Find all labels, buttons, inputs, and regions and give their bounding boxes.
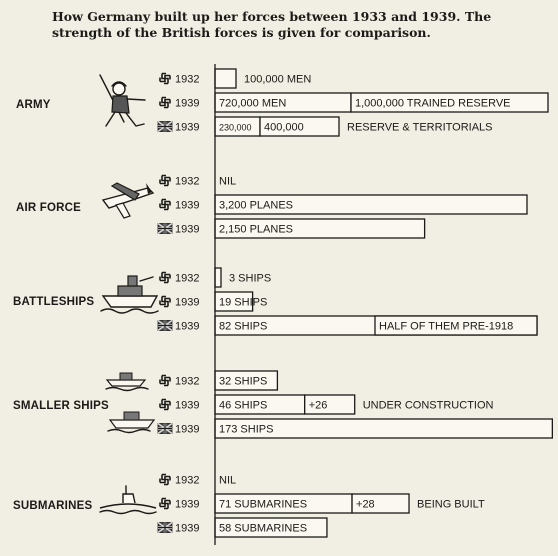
year-label: 1939	[175, 399, 200, 412]
swastika-icon	[160, 200, 170, 210]
bar-segment	[215, 69, 236, 88]
swastika-icon	[160, 273, 170, 283]
bar-label: 173 SHIPS	[219, 423, 274, 436]
battleship-icon	[101, 276, 158, 313]
bar-row	[160, 93, 548, 112]
bar-row	[160, 475, 236, 487]
year-label: 1939	[175, 223, 200, 236]
waves	[100, 511, 156, 514]
swastika-icon	[160, 475, 170, 485]
superstructure	[118, 286, 142, 296]
category-label: BATTLESHIPS	[13, 296, 95, 308]
union-jack-icon	[158, 224, 172, 234]
bar-annotation: HALF OF THEM PRE-1918	[379, 320, 514, 333]
group-army	[16, 69, 548, 136]
bar-note: 3 SHIPS	[229, 272, 272, 285]
group-battleships	[13, 268, 537, 335]
year-label: 1932	[175, 474, 200, 487]
category-label: SMALLER SHIPS	[13, 400, 109, 412]
bar-label: 3,200 PLANES	[219, 199, 293, 212]
swastika-icon	[160, 499, 170, 509]
bar-label: 1,000,000 TRAINED RESERVE	[355, 97, 511, 110]
bar-row	[158, 518, 327, 537]
bar-label: 32 SHIPS	[219, 375, 268, 388]
bar-label: 46 SHIPS	[219, 399, 268, 412]
year-label: 1932	[175, 272, 200, 285]
year-label: 1939	[175, 522, 200, 535]
bar-label: 720,000 MEN	[219, 97, 287, 110]
bar-label: 82 SHIPS	[219, 320, 268, 333]
bar-label: 2,150 PLANES	[219, 223, 293, 236]
swastika-icon	[160, 98, 170, 108]
chart-title: How Germany built up her forces between 1933 and 1939. The strength of the British forces is given for comparison.	[52, 9, 492, 40]
swastika-icon	[160, 176, 170, 186]
torso	[112, 96, 129, 113]
bar-row	[158, 419, 552, 438]
bar-row	[160, 395, 494, 414]
swastika-icon	[160, 400, 170, 410]
bar-row	[160, 69, 311, 88]
union-jack-icon	[158, 321, 172, 331]
bar-note: UNDER CONSTRUCTION	[362, 399, 494, 412]
bar-label: 58 SUBMARINES	[219, 522, 308, 535]
bar-row	[160, 371, 277, 390]
bar-row	[160, 292, 267, 311]
year-label: 1932	[175, 73, 200, 86]
swastika-icon	[160, 297, 170, 307]
bar-row	[160, 494, 485, 513]
union-jack-icon	[158, 122, 172, 132]
union-jack-icon	[158, 424, 172, 434]
soldier-icon	[100, 75, 145, 126]
category-label: ARMY	[16, 99, 51, 111]
bar-note: BEING BUILT	[417, 498, 485, 511]
bar-row	[160, 176, 236, 188]
conning-tower	[123, 494, 135, 503]
year-label: 1939	[175, 296, 200, 309]
bar-note: 100,000 MEN	[244, 73, 312, 86]
year-label: 1932	[175, 175, 200, 188]
swastika-icon	[160, 74, 170, 84]
group-air-force	[16, 176, 527, 239]
year-label: 1939	[175, 121, 200, 134]
bar-label: 400,000	[264, 121, 304, 134]
waves-1	[106, 388, 148, 391]
cabin-2	[124, 412, 139, 420]
bridge	[128, 276, 137, 286]
helmet	[113, 83, 125, 95]
cabin-1	[120, 373, 132, 380]
hull	[103, 296, 157, 307]
group-submarines	[13, 475, 485, 538]
hull	[100, 504, 156, 508]
year-label: 1932	[175, 375, 200, 388]
bar-row	[158, 117, 493, 136]
year-label: 1939	[175, 423, 200, 436]
category-label: SUBMARINES	[13, 500, 93, 512]
bar-segment	[215, 268, 221, 287]
year-label: 1939	[175, 97, 200, 110]
waves	[101, 309, 158, 313]
bar-label: +28	[356, 498, 375, 511]
submarine-icon	[100, 486, 156, 514]
swastika-icon	[160, 376, 170, 386]
year-label: 1939	[175, 320, 200, 333]
union-jack-icon	[158, 523, 172, 533]
hull-2	[110, 420, 154, 428]
bar-label: 71 SUBMARINES	[219, 498, 308, 511]
bar-label: 230,000	[219, 122, 252, 133]
year-label: 1939	[175, 498, 200, 511]
category-label: AIR FORCE	[16, 202, 82, 214]
bar-label: NIL	[219, 474, 237, 487]
wing-bottom	[116, 203, 130, 218]
year-label: 1939	[175, 199, 200, 212]
arm	[127, 99, 145, 100]
group-smaller-ships	[13, 371, 552, 438]
waves-2	[108, 430, 150, 433]
bar-label: +26	[308, 399, 328, 412]
bar-note: RESERVE & TERRITORIALS	[347, 121, 493, 134]
bar-row	[158, 219, 425, 238]
hull-1	[107, 380, 145, 386]
small-ship-icon	[106, 373, 154, 433]
legs	[106, 112, 144, 126]
gun	[140, 277, 153, 281]
bar-label: NIL	[219, 175, 237, 188]
airplane-icon	[103, 183, 153, 218]
bar-label: 19 SHIPS	[219, 296, 268, 309]
